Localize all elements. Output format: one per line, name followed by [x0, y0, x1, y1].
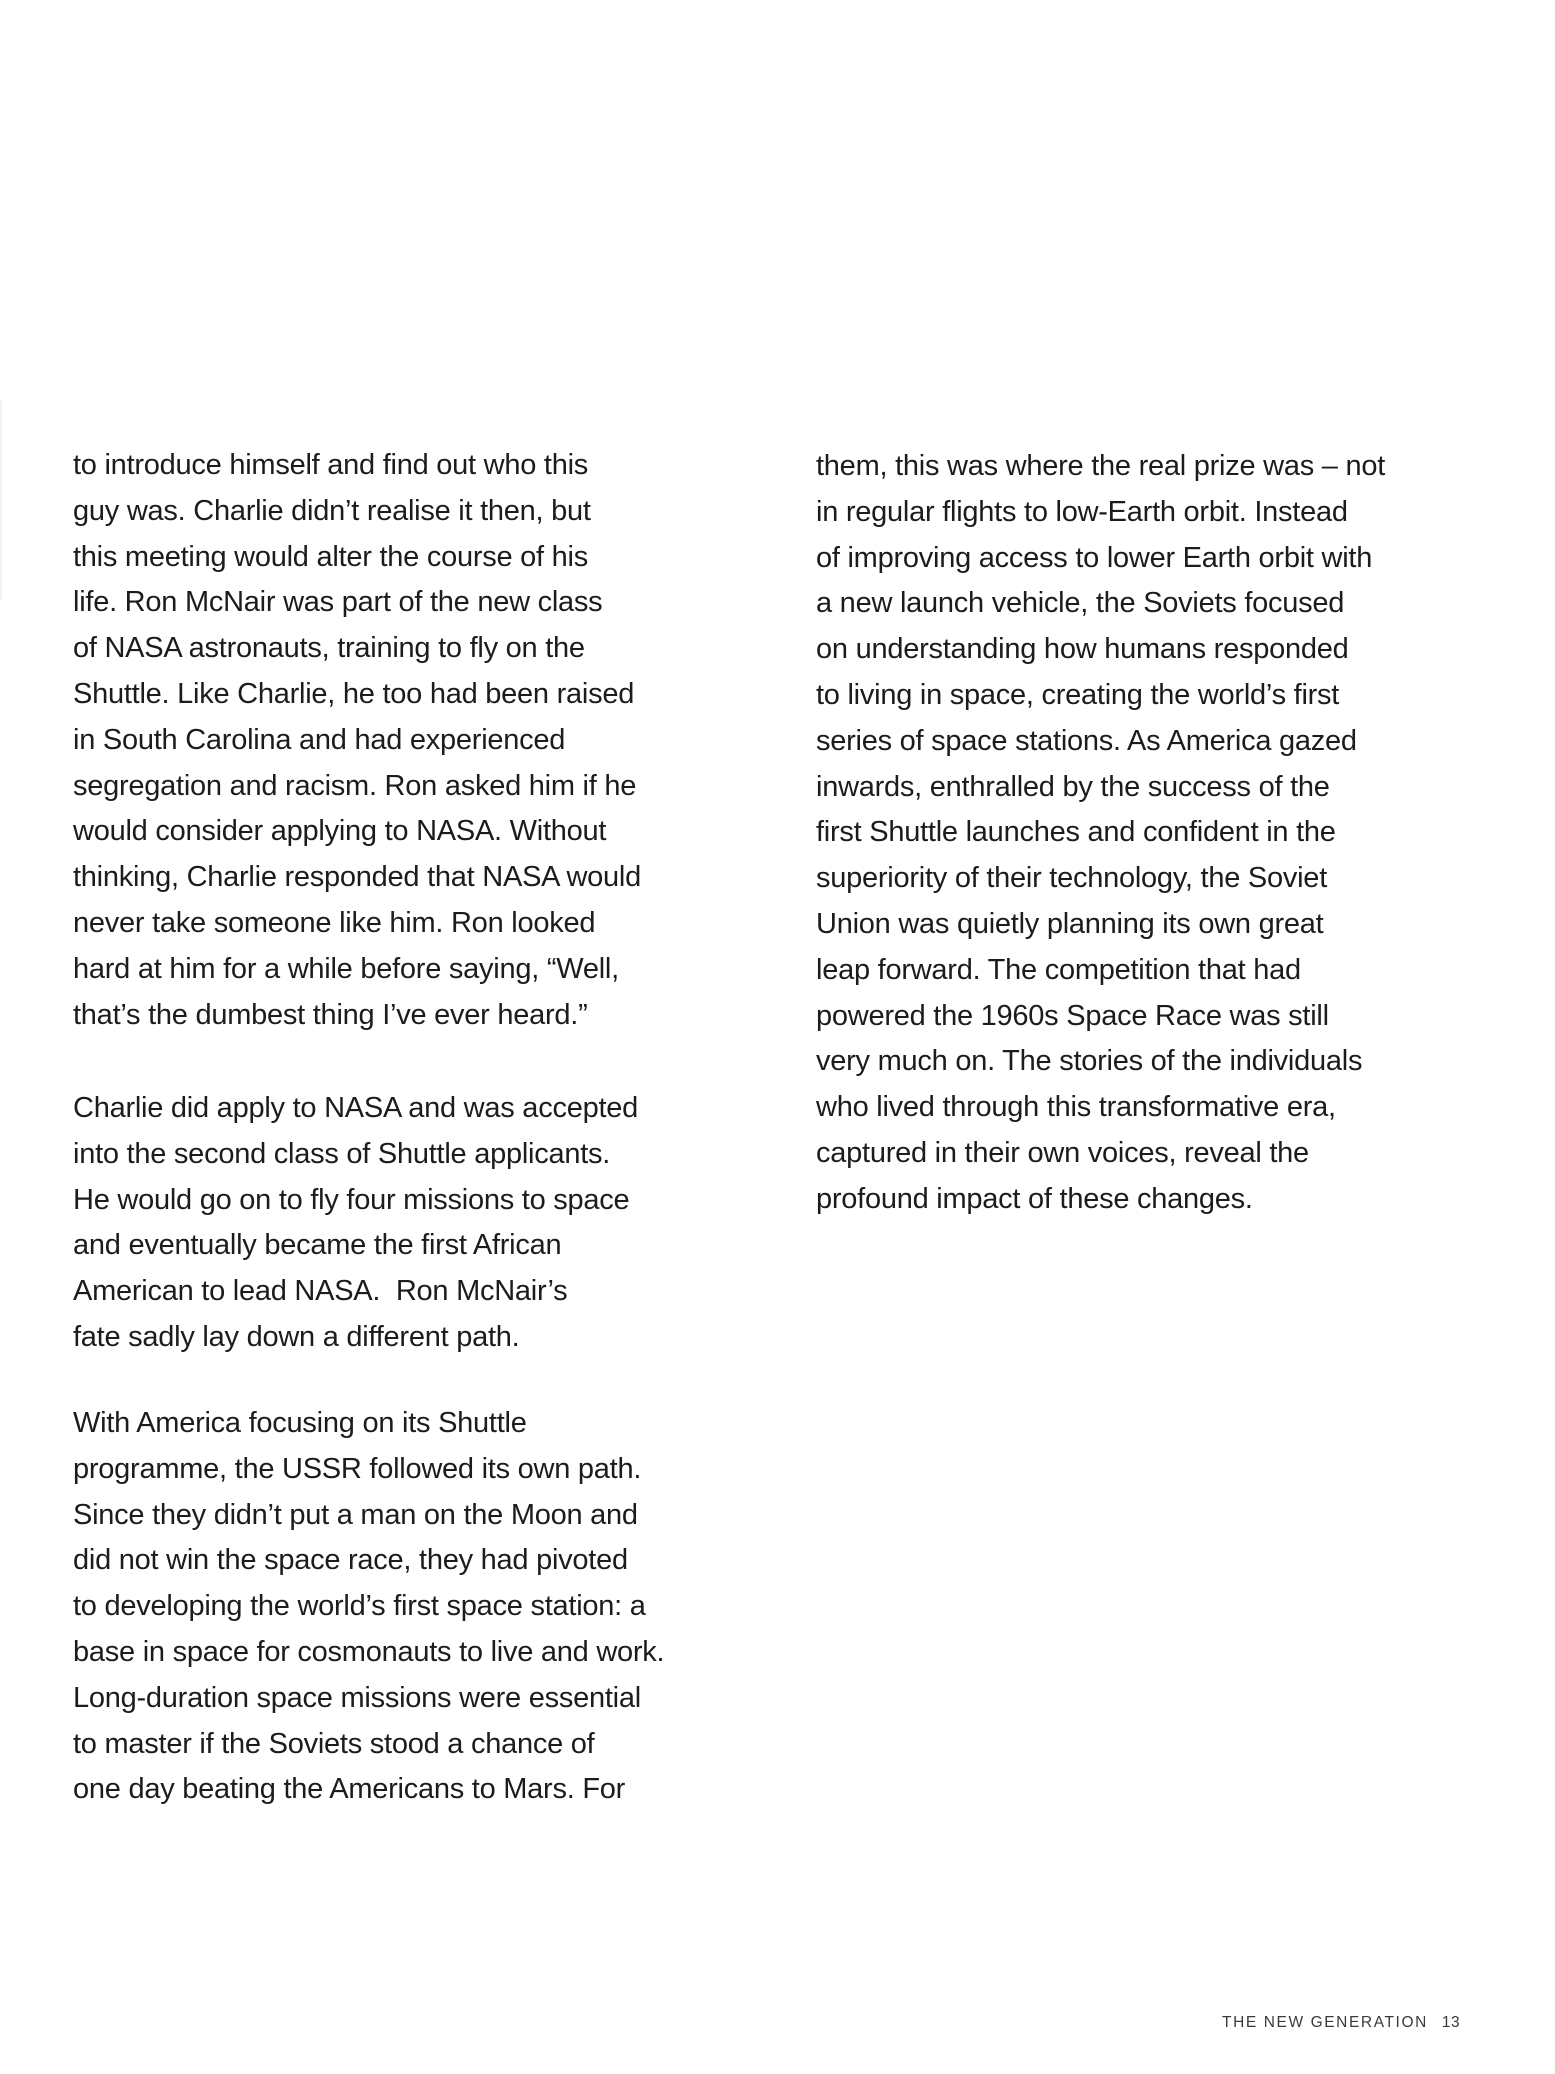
text-line: that’s the dumbest thing I’ve ever heard.”	[73, 998, 588, 1031]
page-footer	[1222, 2012, 1460, 2034]
text-line: did not win the space race, they had pivoted	[73, 1544, 628, 1577]
paragraph-4	[816, 444, 1385, 1223]
text-line: of NASA astronauts, training to fly on the	[73, 632, 585, 665]
text-line: programme, the USSR followed its own path.	[73, 1452, 642, 1485]
text-line: would consider applying to NASA. Without	[73, 815, 607, 848]
text-line: American to lead NASA. Ron McNair’s	[73, 1275, 568, 1308]
text-line: to master if the Soviets stood a chance of	[73, 1727, 595, 1760]
running-section-title: THE NEW GENERATION	[1222, 2014, 1428, 2031]
text-line: thinking, Charlie responded that NASA would	[73, 861, 641, 894]
text-line: series of space stations. As America gazed	[816, 724, 1357, 757]
text-line: Shuttle. Like Charlie, he too had been raised	[73, 677, 635, 710]
text-line: in regular flights to low-Earth orbit. Instead	[816, 495, 1348, 528]
text-line: life. Ron McNair was part of the new class	[73, 586, 603, 619]
text-line: He would go on to fly four missions to space	[73, 1183, 630, 1216]
text-line: segregation and racism. Ron asked him if he	[73, 769, 637, 802]
text-line: one day beating the Americans to Mars. For	[73, 1773, 626, 1806]
paragraph-1	[73, 443, 641, 1038]
text-line: a new launch vehicle, the Soviets focused	[816, 587, 1345, 620]
page-edge-shadow	[0, 400, 2, 600]
text-line: profound impact of these changes.	[816, 1182, 1253, 1215]
text-line: very much on. The stories of the individuals	[816, 1045, 1363, 1078]
paragraph-3	[73, 1401, 664, 1813]
text-line: on understanding how humans responded	[816, 633, 1349, 666]
text-line: in South Carolina and had experienced	[73, 723, 566, 756]
paragraph-2	[73, 1086, 638, 1361]
text-line: to introduce himself and find out who this	[73, 449, 589, 481]
text-line: first Shuttle launches and confident in the	[816, 816, 1336, 849]
text-line: captured in their own voices, reveal the	[816, 1136, 1309, 1169]
text-line: Since they didn’t put a man on the Moon and	[73, 1498, 638, 1531]
text-line: to developing the world’s first space station: a	[73, 1590, 646, 1623]
text-line: With America focusing on its Shuttle	[73, 1407, 527, 1439]
text-line: into the second class of Shuttle applicants.	[73, 1137, 611, 1170]
text-line: superiority of their technology, the Soviet	[816, 862, 1327, 895]
text-line: inwards, enthralled by the success of the	[816, 770, 1330, 803]
text-line: Long-duration space missions were essential	[73, 1681, 641, 1714]
text-line: guy was. Charlie didn’t realise it then, but	[73, 494, 591, 527]
text-line: never take someone like him. Ron looked	[73, 906, 596, 939]
text-line: Charlie did apply to NASA and was accepted	[73, 1092, 639, 1124]
text-line: this meeting would alter the course of his	[73, 540, 588, 573]
text-line: to living in space, creating the world’s first	[816, 678, 1340, 711]
text-line: leap forward. The competition that had	[816, 953, 1301, 986]
text-line: and eventually became the first African	[73, 1229, 562, 1262]
text-line: base in space for cosmonauts to live and work.	[73, 1635, 665, 1668]
page-number: 13	[1441, 2014, 1461, 2031]
text-line: of improving access to lower Earth orbit with	[816, 541, 1373, 574]
text-line: who lived through this transformative era,	[816, 1091, 1336, 1124]
text-line: fate sadly lay down a different path.	[73, 1320, 520, 1353]
text-line: hard at him for a while before saying, “Well,	[73, 952, 619, 985]
text-line: them, this was where the real prize was – not	[816, 450, 1386, 482]
text-line: Union was quietly planning its own great	[816, 907, 1324, 940]
text-line: powered the 1960s Space Race was still	[816, 999, 1329, 1032]
